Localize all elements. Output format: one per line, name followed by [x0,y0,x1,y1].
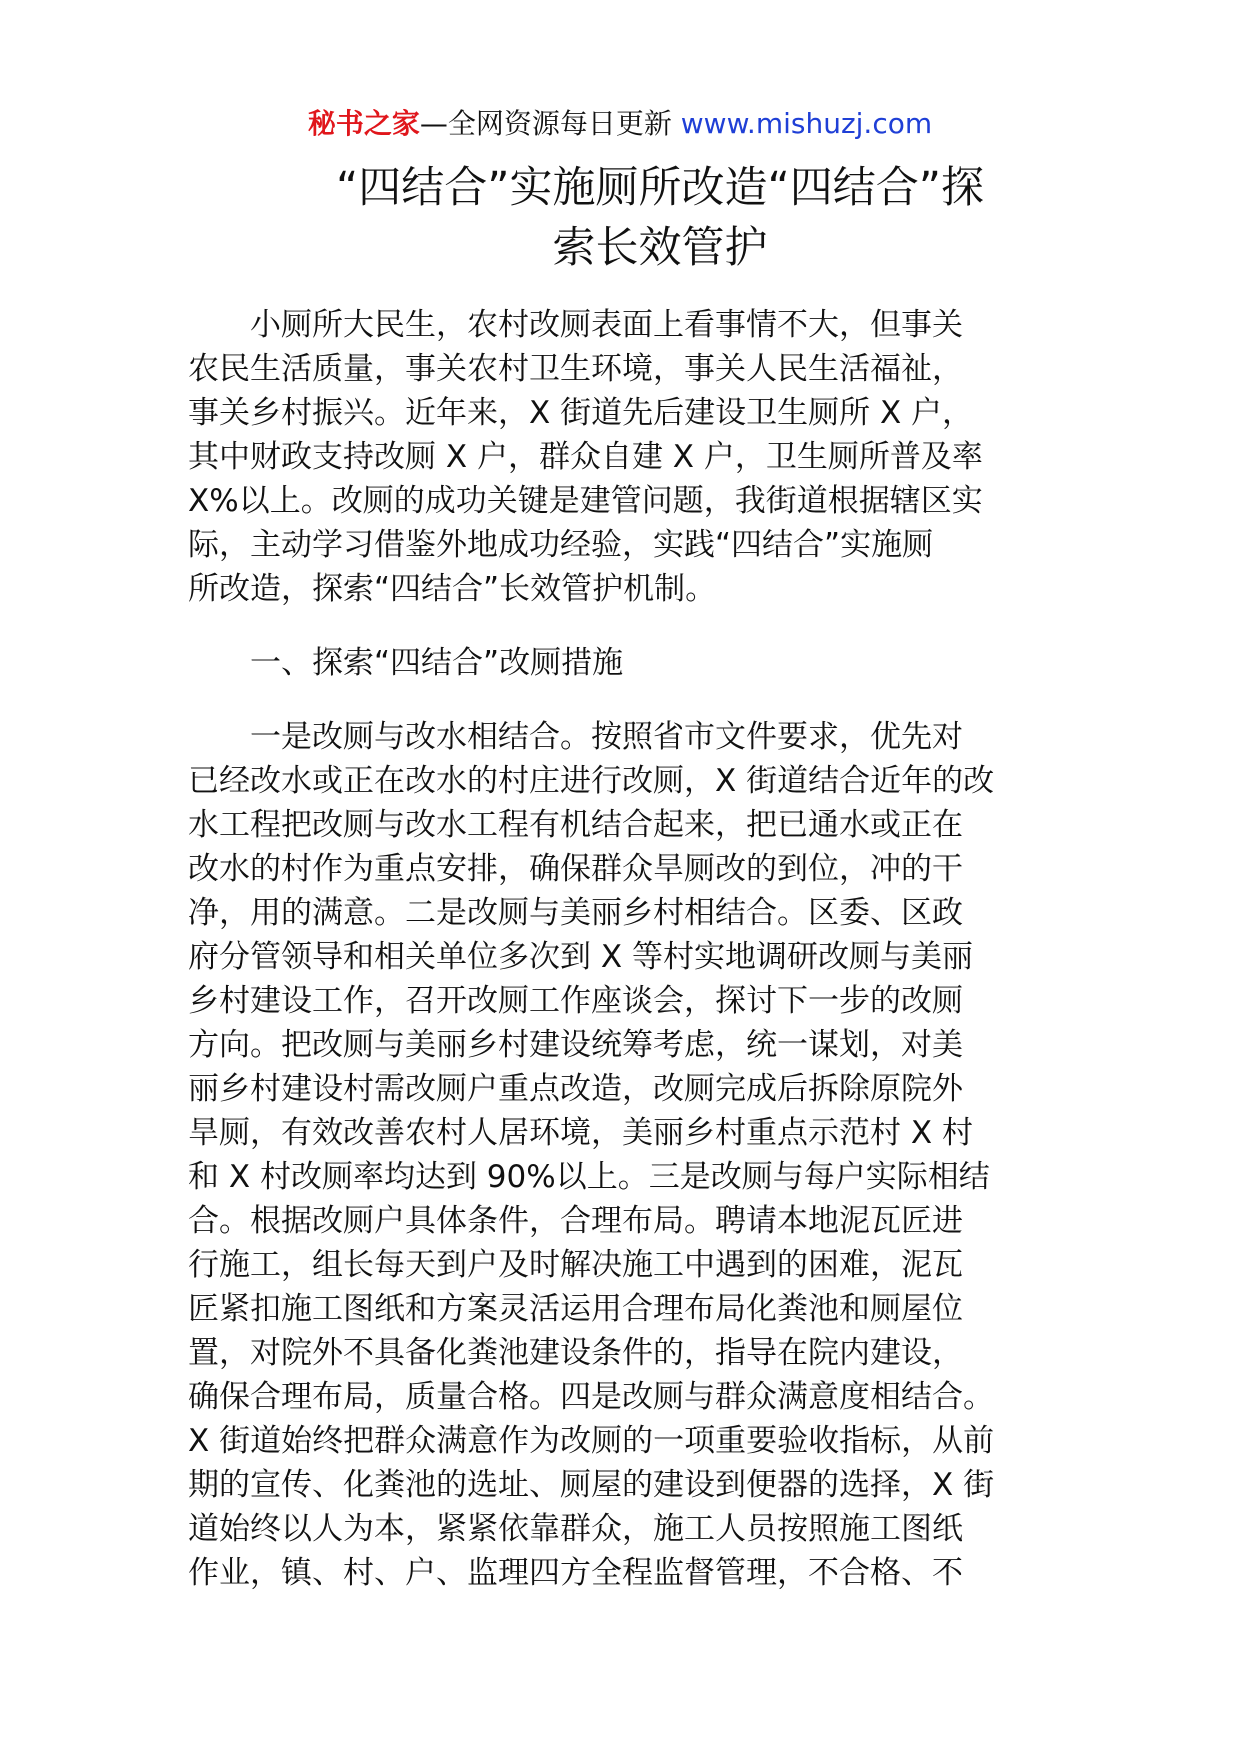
section-heading-text: 一、探索“四结合”改厕措施 [188,645,624,681]
document-title [250,158,1070,278]
text-line: 府分管领导和相关单位多次到 X 等村实地调研改厕与美丽 [188,939,973,975]
document-body [188,303,1058,1625]
text-line: X 街道始终把群众满意作为改厕的一项重要验收指标，从前 [188,1423,995,1459]
text-line: 乡村建设工作，召开改厕工作座谈会，探讨下一步的改厕 [188,983,963,1019]
text-line: 其中财政支持改厕 X 户，群众自建 X 户，卫生厕所普及率 [188,439,983,475]
text-line: 改水的村作为重点安排，确保群众旱厕改的到位，冲的干 [188,851,963,887]
site-url-link[interactable]: www.mishuzj.com [680,107,933,140]
text-line: 旱厕，有效改善农村人居环境，美丽乡村重点示范村 X 村 [188,1115,973,1151]
text-line: 和 X 村改厕率均达到 90%以上。三是改厕与每户实际相结 [188,1159,990,1195]
text-line: 一是改厕与改水相结合。按照省市文件要求，优先对 [188,719,963,755]
text-line: 丽乡村建设村需改厕户重点改造，改厕完成后拆除原院外 [188,1071,963,1107]
text-line: 确保合理布局，质量合格。四是改厕与群众满意度相结合。 [188,1379,994,1415]
title-line: 索长效管护 [552,223,768,273]
text-line: 期的宣传、化粪池的选址、厕屋的建设到便器的选择，X 街 [188,1467,995,1503]
text-line: 事关乡村振兴。近年来，X 街道先后建设卫生厕所 X 户， [188,395,974,431]
text-line: 农民生活质量，事关农村卫生环境，事关人民生活福祉， [188,351,963,387]
text-line: 行施工，组长每天到户及时解决施工中遇到的困难，泥瓦 [188,1247,963,1283]
title-line: “四结合”实施厕所改造“四结合”探 [335,163,985,213]
text-line: 水工程把改厕与改水工程有机结合起来，把已通水或正在 [188,807,963,843]
text-line: X%以上。改厕的成功关键是建管问题，我街道根据辖区实 [188,483,983,519]
text-line: 方向。把改厕与美丽乡村建设统筹考虑，统一谋划，对美 [188,1027,963,1063]
text-line: 作业，镇、村、户、监理四方全程监督管理，不合格、不 [188,1555,963,1591]
brand-name: 秘书之家 [307,107,420,140]
site-tagline: —全网资源每日更新 [419,107,681,140]
text-line: 已经改水或正在改水的村庄进行改厕，X 街道结合近年的改 [188,763,995,799]
text-line: 合。根据改厕户具体条件，合理布局。聘请本地泥瓦匠进 [188,1203,963,1239]
section-paragraph [188,715,1058,1595]
text-line: 所改造，探索“四结合”长效管护机制。 [188,571,717,607]
text-line: 置，对院外不具备化粪池建设条件的，指导在院内建设， [188,1335,963,1371]
section-heading [188,641,1058,685]
text-line: 净，用的满意。二是改厕与美丽乡村相结合。区委、区政 [188,895,963,931]
site-header [0,104,1240,144]
text-line: 际，主动学习借鉴外地成功经验，实践“四结合”实施厕 [188,527,934,563]
text-line: 道始终以人为本，紧紧依靠群众，施工人员按照施工图纸 [188,1511,963,1547]
text-line: 匠紧扣施工图纸和方案灵活运用合理布局化粪池和厕屋位 [188,1291,963,1327]
intro-paragraph [188,303,1058,611]
text-line: 小厕所大民生，农村改厕表面上看事情不大，但事关 [188,307,963,343]
